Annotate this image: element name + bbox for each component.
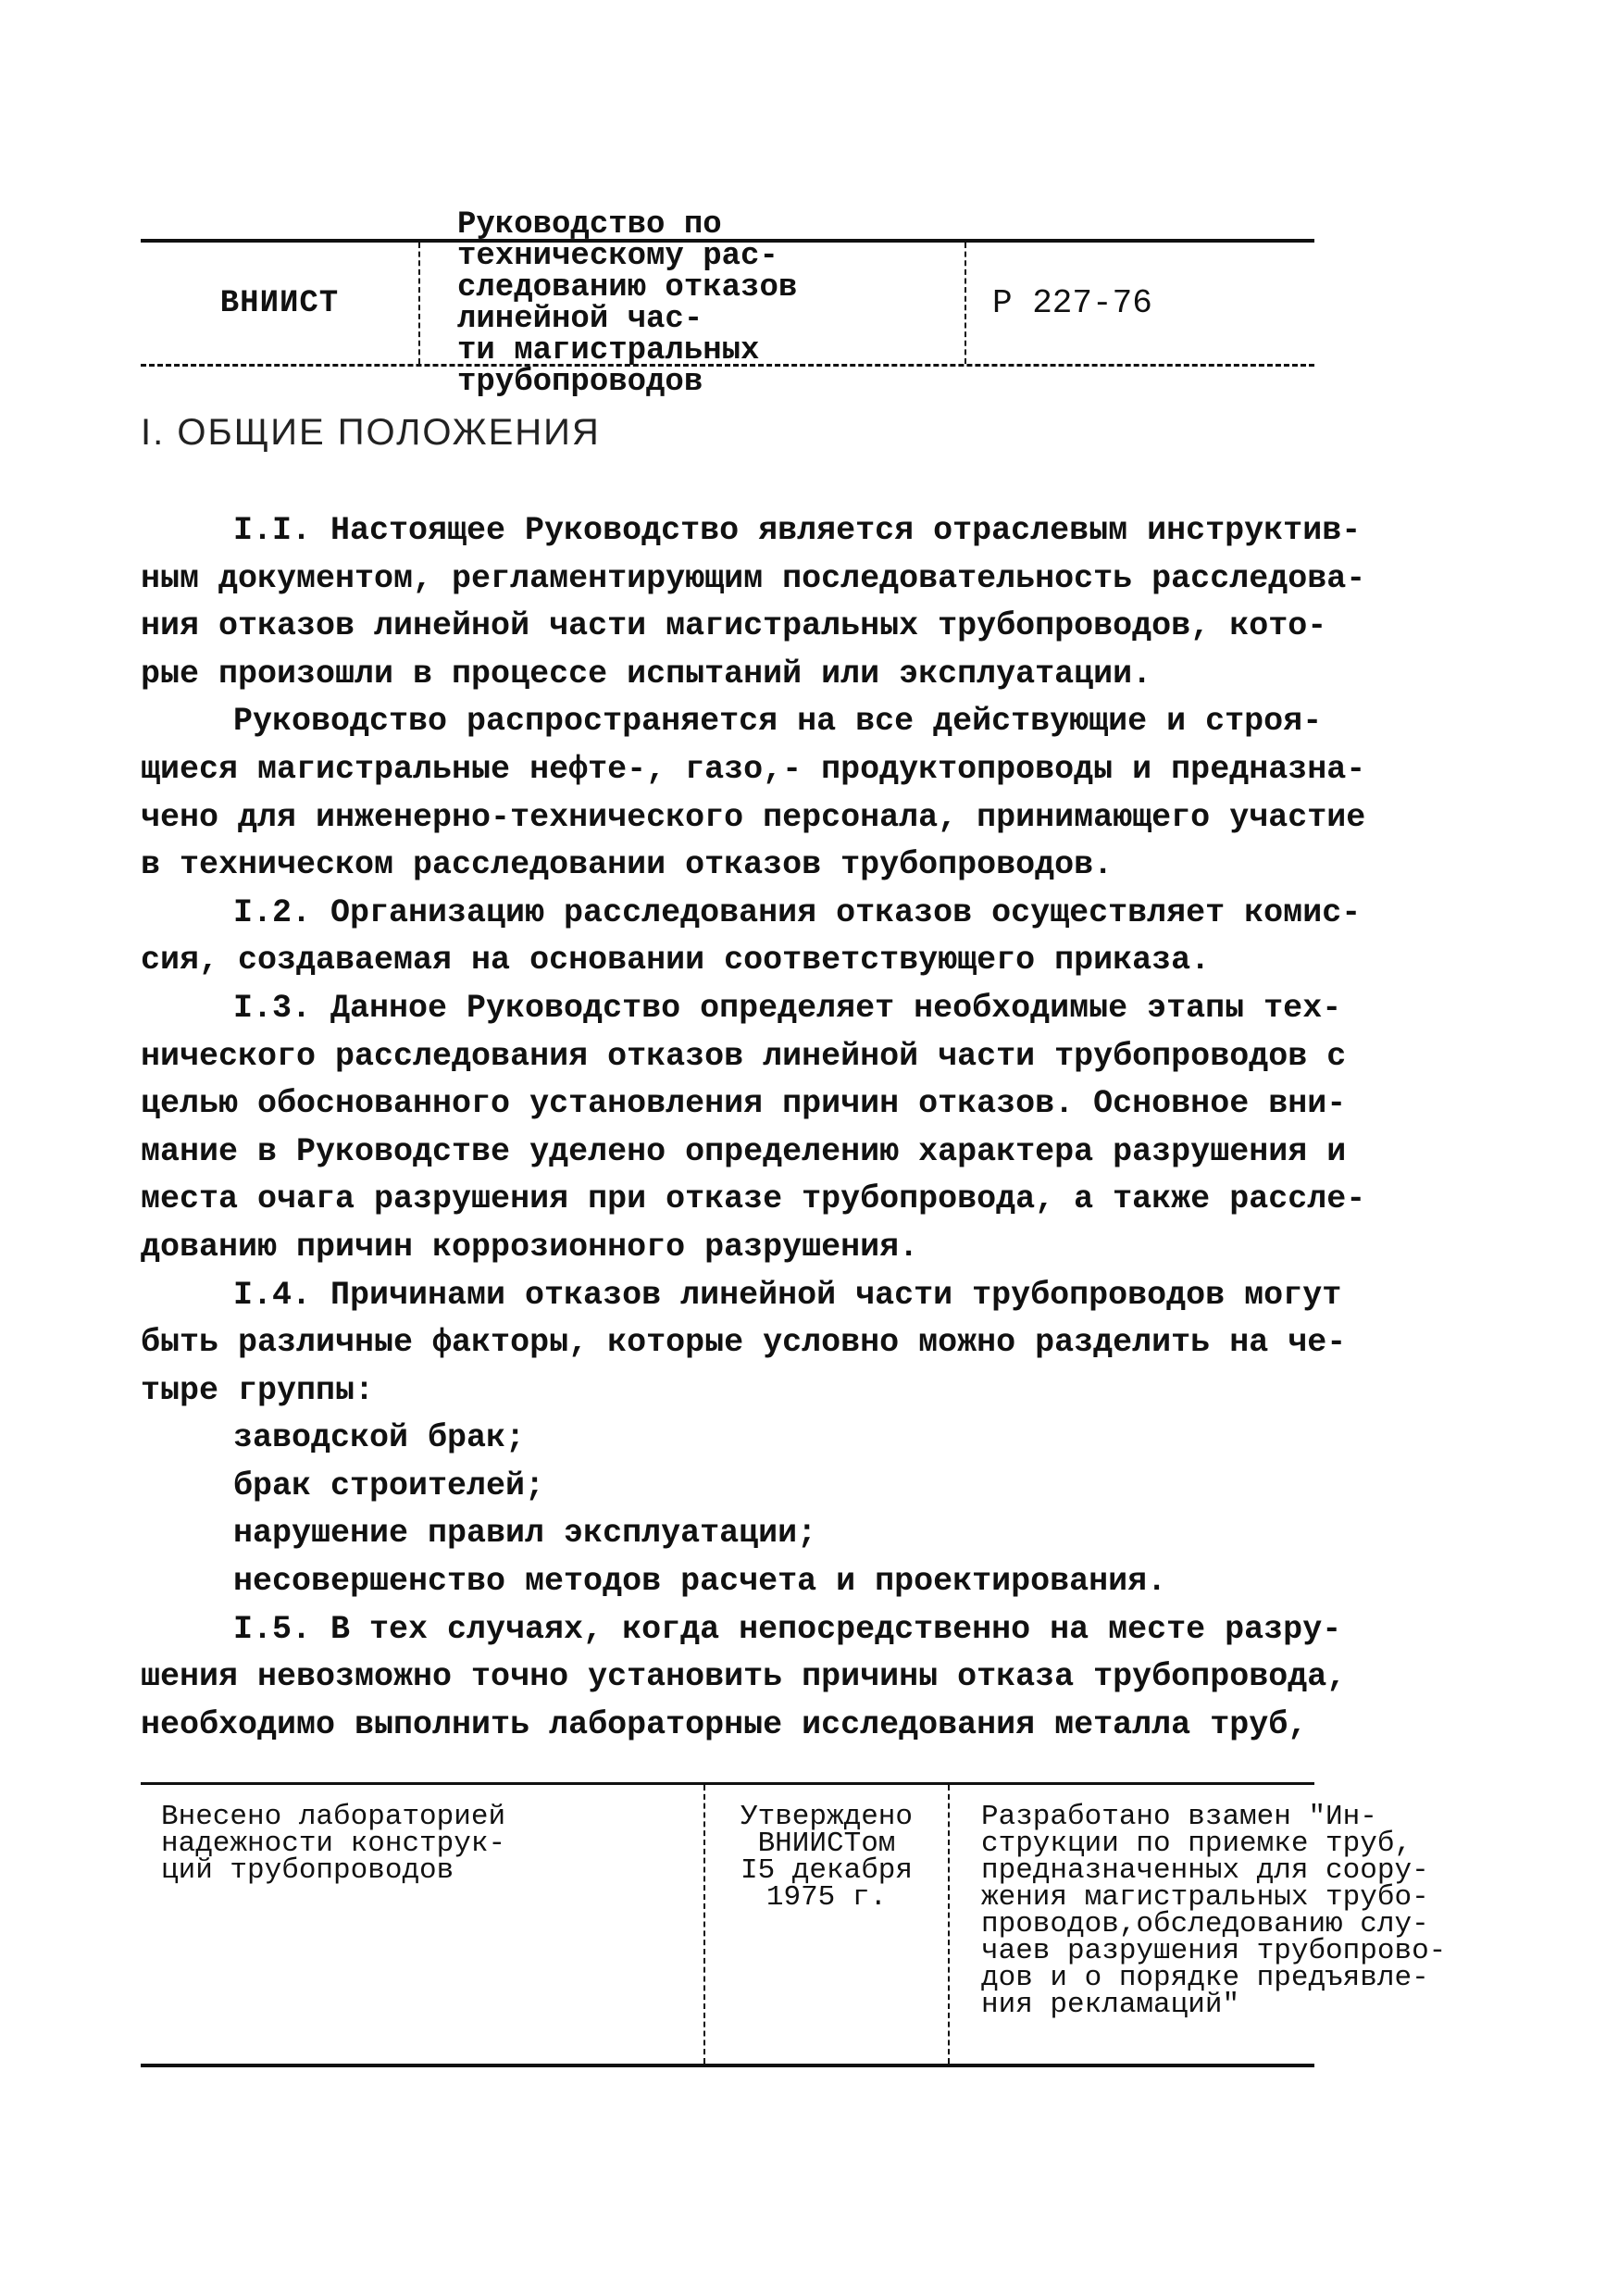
paragraph-line: сия, создаваемая на основании соответствующего приказа. bbox=[141, 942, 1211, 980]
list-item: брак строителей; bbox=[233, 1466, 545, 1504]
paragraph-line: ным документом, регламентирующим последовательность расследова- bbox=[141, 559, 1366, 597]
replaces-note-line: ния рекламаций" bbox=[981, 1989, 1240, 2021]
paragraph-line: мание в Руководстве уделено определению характера разрушения и bbox=[141, 1132, 1347, 1170]
list-item: заводской брак; bbox=[233, 1419, 526, 1457]
paragraph-line: нического расследования отказов линейной части трубопроводов с bbox=[141, 1037, 1347, 1075]
paragraph-line: рые произошли в процессе испытаний или эксплуатации. bbox=[141, 655, 1152, 693]
replaces-note-line: проводов,обследованию слу- bbox=[981, 1908, 1429, 1940]
paragraph-line: ния отказов линейной части магистральных трубопроводов, кото- bbox=[141, 607, 1327, 645]
replaces-note-line: жения магистральных трубо- bbox=[981, 1881, 1429, 1914]
paragraph-line: щиеся магистральные нефте-, газо,- продуктопроводы и предназна- bbox=[141, 750, 1366, 788]
paragraph-line: необходимо выполнить лабораторные исследования металла труб, bbox=[141, 1705, 1308, 1743]
paragraph-line: быть различные факторы, которые условно можно разделить на че- bbox=[141, 1324, 1347, 1362]
body-text bbox=[141, 507, 1366, 1749]
introduced-by-line: надежности конструк- bbox=[161, 1828, 506, 1860]
paragraph-line: чено для инженерно-технического персонала, принимающего участие bbox=[141, 798, 1366, 836]
paragraph-line: I.5. В тех случаях, когда непосредственно на месте разру- bbox=[233, 1610, 1342, 1648]
organization-name: ВНИИСТ bbox=[219, 285, 340, 321]
document-footer bbox=[141, 1782, 1447, 2067]
paragraph-line: шения невозможно точно установить причины отказа трубопровода, bbox=[141, 1658, 1347, 1696]
paragraph-line: I.I. Настоящее Руководство является отраслевым инструктив- bbox=[233, 512, 1362, 549]
paragraph-line: I.4. Причинами отказов линейной части трубопроводов могут bbox=[233, 1276, 1342, 1314]
replaces-note-line: дов и о порядке предъявле- bbox=[981, 1962, 1429, 1994]
document-title bbox=[418, 206, 965, 400]
introduced-by bbox=[161, 1785, 698, 2064]
document-title-line: следованию отказов линейной час- bbox=[457, 269, 798, 337]
section-heading: I. ОБЩИЕ ПОЛОЖЕНИЯ bbox=[141, 412, 601, 453]
paragraph-line: в техническом расследовании отказов трубопроводов. bbox=[141, 846, 1114, 884]
approved-by-line: 1975 г. bbox=[765, 1881, 888, 1914]
replaces-note-line: Разработано взамен "Ин- bbox=[981, 1801, 1377, 1833]
replaces-note bbox=[948, 1785, 1447, 2064]
approved-by-line: Утверждено bbox=[740, 1801, 914, 1833]
document-code: Р 227-76 bbox=[965, 243, 1314, 364]
paragraph-line: целью обоснованного установления причин отказов. Основное вни- bbox=[141, 1085, 1347, 1123]
list-item: нарушение правил эксплуатации; bbox=[233, 1515, 817, 1553]
replaces-note-line: чаев разрушения трубопрово- bbox=[981, 1935, 1447, 1967]
paragraph-line: места очага разрушения при отказе трубопровода, а также рассле- bbox=[141, 1180, 1366, 1218]
paragraph-line: дованию причин коррозионного разрушения. bbox=[141, 1228, 919, 1266]
introduced-by-line: Внесено лабораторией bbox=[161, 1801, 506, 1833]
paragraph-line: Руководство распространяется на все действующие и строя- bbox=[233, 703, 1323, 741]
approved-by-line: ВНИИСТом bbox=[757, 1828, 896, 1860]
list-item: несовершенство методов расчета и проектирования. bbox=[233, 1563, 1167, 1601]
replaces-note-line: предназначенных для соору- bbox=[981, 1854, 1429, 1887]
document-title-line: Руководство по техническому рас- bbox=[457, 206, 778, 274]
replaces-note-line: струкции по приемке труб, bbox=[981, 1828, 1413, 1860]
approved-by-line: I5 декабря bbox=[740, 1854, 914, 1887]
document-title-line: ти магистральных трубопроводов bbox=[457, 332, 760, 400]
paragraph-line: I.3. Данное Руководство определяет необходимые этапы тех- bbox=[233, 989, 1342, 1027]
document-header bbox=[141, 206, 1314, 400]
introduced-by-line: ций трубопроводов bbox=[161, 1854, 454, 1887]
approved-by bbox=[703, 1785, 948, 2064]
paragraph-line: тыре группы: bbox=[141, 1371, 375, 1409]
paragraph-line: I.2. Организацию расследования отказов осуществляет комис- bbox=[233, 893, 1362, 931]
